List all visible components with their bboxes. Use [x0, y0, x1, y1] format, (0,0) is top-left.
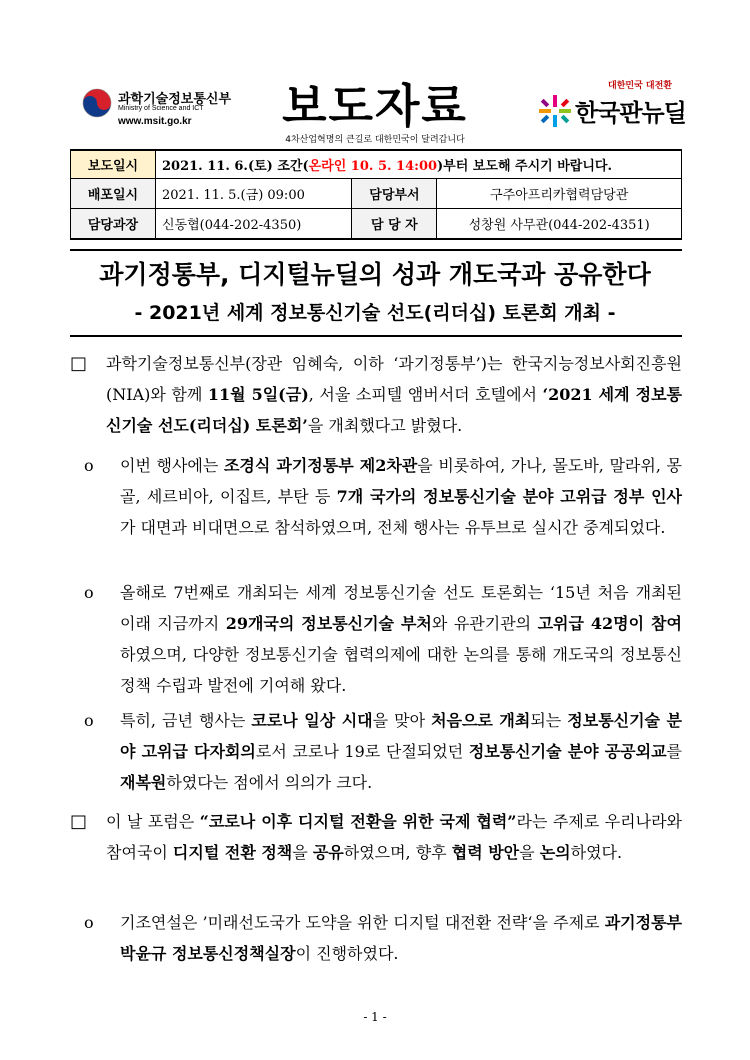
square-bullet: □	[70, 811, 88, 832]
distribute-date-label: 배포일시	[71, 179, 156, 209]
department-value: 구주아프리카협력담당관	[437, 179, 682, 209]
ministry-name: 과학기술정보통신부	[118, 91, 232, 106]
paragraph-5: □ 이 날 포럼은 “코로나 이후 디지털 전환을 위한 국제 협력”라는 주제로 우리나라와 참여국이 디지털 전환 정책을 공유하였으며, 향후 협력 방안을 논의하였다.	[70, 806, 682, 868]
paragraph-3: ο 올해로 7번째로 개최되는 세계 정보통신기술 선도 토론회는 ‘15년 처음 개최된 이래 지금까지 29개국의 정보통신기술 부처와 유관기관의 고위급 42명이 참여하였으며, 다양한 정보통신기술 협력의제에 대한 논의를 통해 개도국의 정보통신 정책 수립과 발전에 기여해 왔다.	[84, 577, 682, 701]
paragraph-2: ο 이번 행사에는 조경식 과기정통부 제2차관을 비롯하여, 가나, 몰도바, 말라위, 몽골, 세르비아, 이집트, 부탄 등 7개 국가의 정보통신기술 분야 고위급 정부 인사가 대면과 비대면으로 참석하였으며, 전체 행사는 유투브로 실시간 중계되었다.	[84, 450, 682, 543]
staff-label: 담 당 자	[352, 209, 437, 240]
circle-bullet: ο	[84, 583, 94, 602]
newdeal-logo-icon	[537, 93, 573, 129]
document-type-title: 보도자료	[282, 79, 468, 133]
distribute-date-value: 2021. 11. 5.(금) 09:00	[156, 179, 352, 209]
subheadline: - 2021년 세계 정보통신기술 선도(리더십) 토론회 개최 -	[134, 302, 616, 324]
headline-top-rule	[70, 249, 682, 251]
release-info-table	[70, 149, 682, 240]
ministry-english-name: Ministry of Science and ICT	[118, 105, 204, 112]
circle-bullet: ο	[84, 456, 94, 475]
headline-bottom-rule	[70, 335, 682, 337]
manager-label: 담당과장	[71, 209, 156, 240]
document-slogan: 4차산업혁명의 큰길로 대한민국이 달려갑니다	[285, 135, 465, 145]
department-label: 담당부서	[352, 179, 437, 209]
staff-value: 성창원 사무관(044-202-4351)	[437, 209, 682, 240]
paragraph-4: ο 특히, 금년 행사는 코로나 일상 시대을 맞아 처음으로 개최되는 정보통신기술 분야 고위급 다자회의로서 코로나 19로 단절되었던 정보통신기술 분야 공공외교를 재복원하였다는 점에서 의의가 크다.	[84, 705, 682, 798]
square-bullet: □	[70, 353, 88, 374]
page-number: - 1 -	[363, 1010, 387, 1024]
headline: 과기정통부, 디지털뉴딜의 성과 개도국과 공유한다	[99, 260, 651, 289]
newdeal-title: 한국판뉴딜	[575, 99, 686, 127]
circle-bullet: ο	[84, 711, 94, 730]
circle-bullet: ο	[84, 913, 94, 932]
newdeal-caption: 대한민국 대전환	[608, 81, 672, 91]
release-date-value: 2021. 11. 6.(토) 조간(온라인 10. 5. 14:00)부터 보도해 주시기 바랍니다.	[156, 150, 682, 179]
paragraph-6: ο 기조연설은 ’미래선도국가 도약을 위한 디지털 대전환 전략‘을 주제로 과기정통부 박윤규 정보통신정책실장이 진행하였다.	[84, 907, 682, 969]
release-date-label: 보도일시	[71, 150, 156, 179]
manager-value: 신동협(044-202-4350)	[156, 209, 352, 240]
paragraph-1: □ 과학기술정보통신부(장관 임혜숙, 이하 ‘과기정통부’)는 한국지능정보사회진흥원(NIA)와 함께 11월 5일(금), 서울 소피텔 앰버서더 호텔에서 ‘2021 세계 정보통신기술 선도(리더십) 토론회’을 개최했다고 밝혔다.	[70, 348, 682, 441]
ministry-url: www.msit.go.kr	[118, 116, 192, 127]
